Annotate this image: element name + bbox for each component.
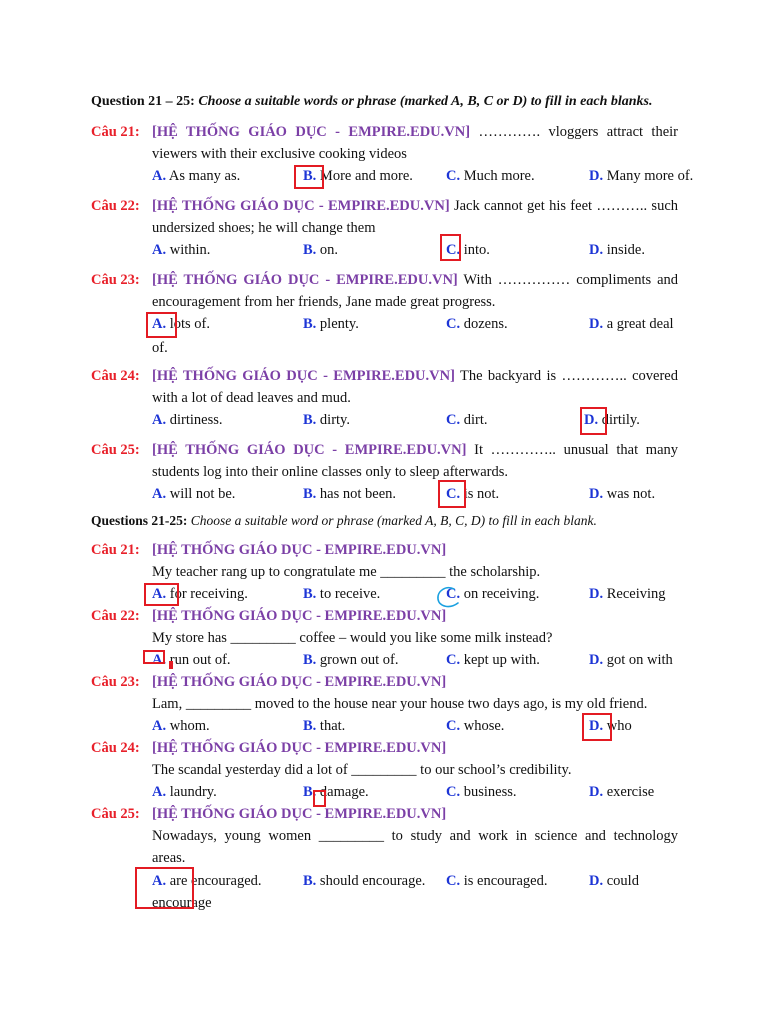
- s1-q25-option-b[interactable]: B. has not been.: [303, 486, 397, 502]
- s2-q25-text: Nowadays, young women _________ to study and work in science and technology: [152, 828, 678, 844]
- s2-q24-label: Câu 24:: [91, 740, 140, 756]
- s1-q24-option-c[interactable]: C. dirt.: [446, 412, 488, 428]
- s1-q21-text: …………. vloggers attract their: [470, 124, 678, 140]
- section1-heading: [91, 94, 653, 110]
- s2-q25-tag: [HỆ THỐNG GIÁO DỤC - EMPIRE.EDU.VN]: [152, 806, 447, 822]
- s1-q23-option-d[interactable]: D. a great deal: [589, 316, 674, 332]
- pen-circle-mark: [432, 583, 464, 611]
- s2-q24-option-d[interactable]: D. exercise: [589, 784, 655, 800]
- s1-q24-stem: [152, 368, 678, 385]
- s2-q22-label: Câu 22:: [91, 608, 140, 624]
- s1-q21-tag: [HỆ THỐNG GIÁO DỤC - EMPIRE.EDU.VN]: [152, 124, 471, 140]
- s1-q22-tag: [HỆ THỐNG GIÁO DỤC - EMPIRE.EDU.VN]: [152, 198, 450, 214]
- s1-q22-text: Jack cannot get his feet ……….. such: [449, 198, 679, 214]
- s1-q23-option-c[interactable]: C. dozens.: [446, 316, 508, 332]
- s1-q23-text-cont: encouragement from her friends, Jane made great progress.: [152, 294, 496, 310]
- section2-heading: [91, 513, 597, 529]
- answer-box-s1-q24: [580, 407, 607, 435]
- s1-q24-tag: [HỆ THỐNG GIÁO DỤC - EMPIRE.EDU.VN]: [152, 368, 455, 384]
- s2-q24-option-a[interactable]: A. laundry.: [152, 784, 217, 800]
- answer-box-s1-q23: [146, 312, 177, 338]
- s1-q23-option-a[interactable]: A. lots of.: [152, 316, 211, 332]
- s2-q22-option-d[interactable]: D. got on with: [589, 652, 673, 668]
- s1-q24-label: Câu 24:: [91, 368, 140, 384]
- section2-heading-desc: Choose a suitable word or phrase (marked A, B, C, D) to fill in each blank.: [190, 513, 597, 528]
- s2-q22-tag: [HỆ THỐNG GIÁO DỤC - EMPIRE.EDU.VN]: [152, 608, 447, 624]
- s1-q23-option-d-cont: of.: [152, 340, 168, 356]
- s2-q23-option-c[interactable]: C. whose.: [446, 718, 505, 734]
- s2-q24-text: The scandal yesterday did a lot of _________ to our school’s credibility.: [152, 762, 572, 778]
- s2-q24-option-c[interactable]: C. business.: [446, 784, 517, 800]
- s2-q23-option-d[interactable]: D. who: [589, 718, 632, 734]
- answer-box-s1-q25: [438, 480, 466, 508]
- s1-q22-option-d[interactable]: D. inside.: [589, 242, 645, 258]
- s1-q22-option-a[interactable]: A. within.: [152, 242, 211, 258]
- s1-q24-option-d[interactable]: D. dirtily.: [584, 412, 640, 428]
- s1-q23-text: With …………… compliments and: [457, 272, 679, 288]
- s1-q23-tag: [HỆ THỐNG GIÁO DỤC - EMPIRE.EDU.VN]: [152, 272, 458, 288]
- s1-q21-label: Câu 21:: [91, 124, 140, 140]
- s2-q22-option-c[interactable]: C. kept up with.: [446, 652, 540, 668]
- s2-q25-option-a[interactable]: A. are encouraged.: [152, 873, 262, 889]
- s1-q21-option-c[interactable]: C. Much more.: [446, 168, 535, 184]
- s2-q24-tag: [HỆ THỐNG GIÁO DỤC - EMPIRE.EDU.VN]: [152, 740, 447, 756]
- s2-q21-option-a[interactable]: A. for receiving.: [152, 586, 248, 602]
- s1-q23-option-b[interactable]: B. plenty.: [303, 316, 359, 332]
- s2-q24-option-b[interactable]: B. damage.: [303, 784, 369, 800]
- s2-q21-option-c[interactable]: C. on receiving.: [446, 586, 540, 602]
- s1-q22-stem: [152, 198, 678, 215]
- s2-q22-text: My store has _________ coffee – would you like some milk instead?: [152, 630, 553, 646]
- s1-q24-option-b[interactable]: B. dirty.: [303, 412, 350, 428]
- s1-q24-option-a[interactable]: A. dirtiness.: [152, 412, 223, 428]
- s1-q25-option-c[interactable]: C. is not.: [446, 486, 500, 502]
- s1-q23-label: Câu 23:: [91, 272, 140, 288]
- section1-heading-label: Question 21 – 25:: [91, 94, 199, 109]
- s2-q23-label: Câu 23:: [91, 674, 140, 690]
- s2-q21-label: Câu 21:: [91, 542, 140, 558]
- s1-q22-option-c[interactable]: C. into.: [446, 242, 490, 258]
- answer-box-s2-q23: [582, 713, 612, 741]
- s1-q22-option-b[interactable]: B. on.: [303, 242, 339, 258]
- s1-q25-stem: [152, 442, 678, 459]
- s1-q21-option-d[interactable]: D. Many more of.: [589, 168, 694, 184]
- s2-q21-tag: [HỆ THỐNG GIÁO DỤC - EMPIRE.EDU.VN]: [152, 542, 447, 558]
- s1-q23-stem: [152, 272, 678, 289]
- s1-q25-text-cont: students log into their online classes only to sleep afterwards.: [152, 464, 508, 480]
- s1-q21-stem: [152, 124, 678, 141]
- section1-heading-desc: Choose a suitable words or phrase (marked A, B, C or D) to fill in each blanks.: [198, 94, 653, 109]
- answer-box-s2-q25: [135, 867, 194, 909]
- s2-q25-option-c[interactable]: C. is encouraged.: [446, 873, 548, 889]
- s2-q25-label: Câu 25:: [91, 806, 140, 822]
- s2-q25-text-cont: areas.: [152, 850, 186, 866]
- s1-q22-label: Câu 22:: [91, 198, 140, 214]
- section2-heading-label: Questions 21-25:: [91, 513, 191, 528]
- s2-q23-option-a[interactable]: A. whom.: [152, 718, 210, 734]
- s1-q21-option-a[interactable]: A. As many as.: [152, 168, 241, 184]
- answer-box-s1-q21: [294, 165, 324, 189]
- s1-q25-label: Câu 25:: [91, 442, 140, 458]
- s1-q21-text-cont: viewers with their exclusive cooking videos: [152, 146, 407, 162]
- s2-q25-option-d[interactable]: D. could: [589, 873, 639, 889]
- s2-q21-option-d[interactable]: D. Receiving: [589, 586, 666, 602]
- s1-q24-text-cont: with a lot of dead leaves and mud.: [152, 390, 351, 406]
- s2-q21-option-b[interactable]: B. to receive.: [303, 586, 381, 602]
- s1-q25-option-d[interactable]: D. was not.: [589, 486, 656, 502]
- s1-q22-text-cont: undersized shoes; he will change them: [152, 220, 376, 236]
- s1-q25-tag: [HỆ THỐNG GIÁO DỤC - EMPIRE.EDU.VN]: [152, 442, 467, 458]
- s1-q25-option-a[interactable]: A. will not be.: [152, 486, 236, 502]
- answer-box-s2-q21: [144, 583, 179, 606]
- s2-q23-text: Lam, _________ moved to the house near your house two days ago, is my old friend.: [152, 696, 648, 712]
- answer-box-s2-q24: [313, 790, 326, 807]
- s1-q21-option-b[interactable]: B. More and more.: [303, 168, 413, 184]
- s2-q22-option-a[interactable]: A. run out of.: [152, 652, 231, 668]
- s1-q24-text: The backyard is ………….. covered: [454, 368, 678, 384]
- s2-q25-option-b[interactable]: B. should encourage.: [303, 873, 426, 889]
- s2-q21-text: My teacher rang up to congratulate me _________ the scholarship.: [152, 564, 541, 580]
- s1-q25-text: It ………….. unusual that many: [466, 442, 678, 458]
- answer-box-s2-q22: [143, 650, 165, 664]
- s2-q23-tag: [HỆ THỐNG GIÁO DỤC - EMPIRE.EDU.VN]: [152, 674, 447, 690]
- answer-box-s1-q22: [440, 234, 461, 261]
- s2-q25-option-d-cont: encourage: [152, 895, 212, 911]
- answer-mark-s2-q22: [169, 661, 173, 669]
- s2-q23-option-b[interactable]: B. that.: [303, 718, 346, 734]
- s2-q22-option-b[interactable]: B. grown out of.: [303, 652, 399, 668]
